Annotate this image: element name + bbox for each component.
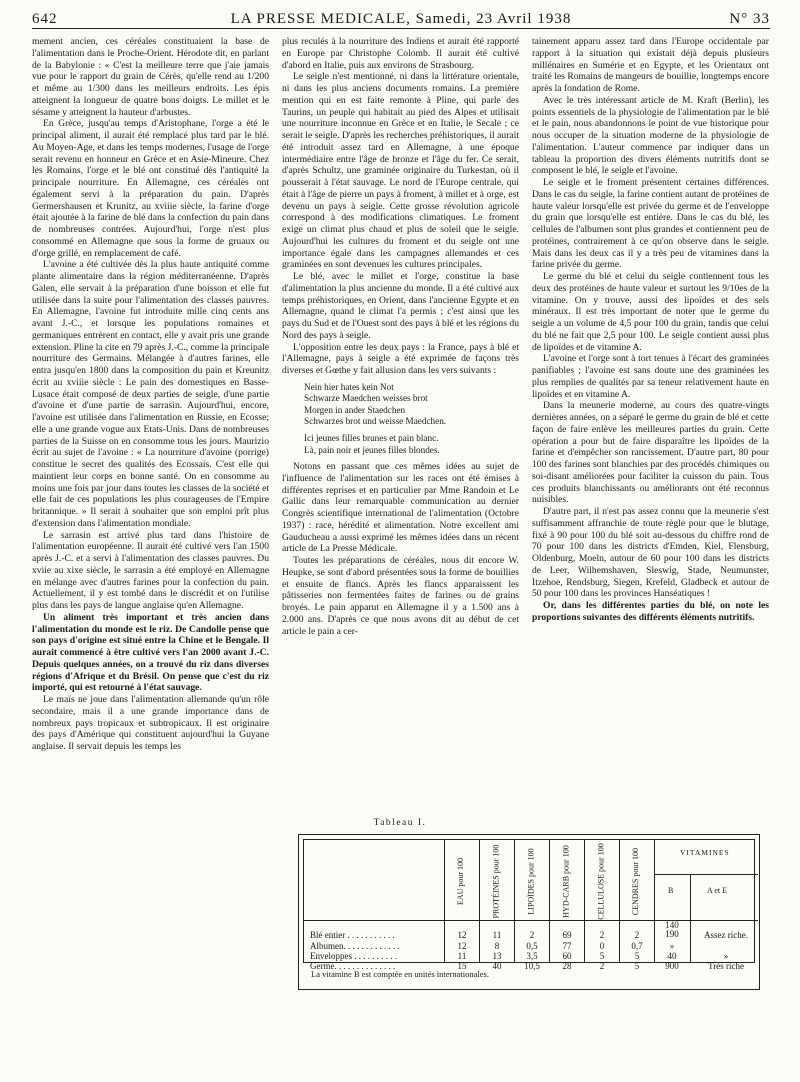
paragraph: Le maïs ne joue dans l'alimentation allemande qu'un rôle secondaire, mais il a une grande importance dans de nombreux pays tropicaux et subtropicaux. Il est originaire des pays d'Amérique qui constituent aujourd'hui la Guyane anglaise. Il servait depuis les temps les bbox=[32, 694, 269, 752]
paragraph: mement ancien, ces céréales constituaient la base de l'alimentation dans le Proche-Orient. Hérodote dit, en parlant de la Babylonie : « C'est la meilleure terre que j'aie jamais vue pour le rapport du grain de Cérès, qu'elle rend au 1/200 et même au 1/300 dans les meilleurs endroits. Les épis atteignent la longueur de quatre bons doigts. Le millet et le sésame y atteignent la hauteur d'arbustes. bbox=[32, 36, 269, 118]
table-column-rule bbox=[690, 874, 691, 962]
paragraph: En Grèce, jusqu'au temps d'Aristophane, l'orge a été le principal aliment, il aurait été remplacé plus tard par le blé. Au Moyen-Age, et dans les temps modernes, l'usage de l'orge serait revenu en honneur en Grèce et en Asie-Mineure. Chez les Romains, l'orge et le blé ont constitué dès l'antiquité la principale nourriture. En Allemagne, ces céréales ont également servi à la préparation du pain. D'après Germershausen et Krunitz, au xviiie siècle, la farine d'orge était ajoutée à la farine de blé dans la confection du pain dans de nombreuses contrées. Aujourd'hui, l'orge n'est plus consommé en Allemagne que sous la forme de gruaux ou d'orge grillé, en remplacement de café. bbox=[32, 118, 269, 259]
nutrient-table bbox=[298, 834, 760, 990]
paragraph: Le sarrasin est arrivé plus tard dans l'histoire de l'alimentation européenne. Il aurait été cultivé vers l'an 1500 après J.-C. et a servi à l'alimentation des classes pauvres. Du xviie au xixe siècle, le sarrasin a été employé en Allemagne en mélange avec d'autres farines pour la confection du pain. Actuellement, il y est tombé dans le discrédit et on l'utilise plus dans les pays de langue anglaise qu'en Allemagne. bbox=[32, 529, 269, 611]
column-header-label: CENDRES pour 100 bbox=[631, 847, 641, 915]
paragraph: Un aliment très important et très ancien dans l'alimentation du monde est le riz. De Candolle pense que son pays d'origine est situé entre la Chine et le Bengale. Il aurait commencé à être cultivé vers l'an 2000 avant J.-C. Depuis quelques années, on a trouvé du riz dans diverses régions d'Afrique et du Brésil. On pense que c'est du riz importé, qui est retourné à l'état sauvage. bbox=[32, 611, 269, 694]
table-column-header bbox=[444, 846, 478, 916]
page-header bbox=[32, 6, 770, 29]
table-cell: 77 bbox=[562, 941, 572, 951]
paragraph: Dans la meunerie moderne, au cours des quatre-vingts dernières années, on a séparé le germe du grain de blé et cette façon de faire enlève les meilleures parties du grain. Cette opération a pour but de faire disparaître les lipoïdes de la farine et d'empêcher son rancissement. D'autre part, 80 pour 100 des farines sont blanchies par des procédés chimiques ou soi-disant améliorées pour faciliter la cuisson du pain. Tous ces produits blanchissants ou améliorants ont été reconnus nuisibles. bbox=[532, 400, 769, 506]
table-cell: 2 bbox=[599, 961, 605, 971]
table-cell-vitamin-b: 140 bbox=[665, 920, 679, 930]
vitamins-header: VITAMINES bbox=[680, 848, 730, 857]
table-cell: 10,5 bbox=[524, 961, 540, 971]
table-cell: 8 bbox=[494, 941, 500, 951]
table-cell-vitamin-ae: » bbox=[723, 951, 729, 961]
column-header-label: PROTÉINES pour 100 bbox=[491, 844, 501, 918]
table-cell: 5 bbox=[634, 951, 640, 961]
table-cell: 5 bbox=[599, 951, 605, 961]
journal-title: LA PRESSE MEDICALE, Samedi, 23 Avril 1938 bbox=[230, 11, 572, 27]
vitamin-ae-header: A et E bbox=[707, 886, 727, 895]
table-cell-vitamin-ae: Très riche bbox=[708, 961, 744, 971]
verse-line: Là, pain noir et jeunes filles blondes. bbox=[304, 444, 440, 455]
table-cell-vitamin-b: 900 bbox=[665, 961, 679, 971]
verse-line: Schwarzes brot und weisse Maedchen. bbox=[304, 415, 447, 426]
table-cell: 11 bbox=[492, 930, 502, 940]
table-cell: 13 bbox=[492, 951, 502, 961]
paragraph: plus reculés à la nourriture des Indiens et aurait été rapporté en Europe par Christophe Colomb. Il aurait été cultivé d'abord en Italie, puis aux environs de Strasbourg. bbox=[282, 36, 519, 71]
table-column-header bbox=[549, 846, 583, 916]
table-cell: 60 bbox=[562, 951, 572, 961]
table-cell: 5 bbox=[634, 961, 640, 971]
table-cell-vitamin-b: 190 bbox=[665, 929, 679, 939]
table-cell: 3,5 bbox=[526, 951, 538, 961]
table-cell: 2 bbox=[529, 930, 535, 940]
table-rule bbox=[304, 920, 758, 921]
text-column-3 bbox=[532, 36, 769, 806]
paragraph: Le seigle et le froment présentent certaines différences. Dans le cas du seigle, la farine contient autant de protéines de haute valeur lorsqu'elle est privée du germe et de l'enveloppe du grain que lorsqu'elle est entière. Dans le cas du blé, les cellules de l'albumen sont plus grandes et contiennent peu de protéines, contrairement à ce qu'on observe dans le seigle. Mais dans les deux cas il y a très peu de vitamines dans la farine privée du germe. bbox=[532, 177, 769, 271]
verse-line: Morgen in ander Staedchen bbox=[304, 404, 406, 415]
text-column-2 bbox=[282, 36, 519, 806]
table-note: La vitamine B est comptée en unités internationales. bbox=[311, 969, 489, 979]
paragraph: L'avoine a été cultivée dès la plus haute antiquité comme plante alimentaire dans la région méditerranéenne. D'après Galen, elle servait à la préparation d'une boisson et elle fut utilisée dans la suite pour l'alimentation des classes pauvres. En Allemagne, l'avoine fut introduite mille cinq cents ans avant J.-C., et lorsque les populations romaines et germaniques entrèrent en contact, elle y avait pris une grande extension. Pline la cite en 79 après J.-C., comme la principale nourriture des Germains. Mélangée à d'autres farines, elle entra jusqu'en 1800 dans la composition du pain et Kreunitz écrit au xviiie siècle : Le pain des domestiques en Basse-Lusace était composé de deux parties de seigle, d'une partie d'avoine et d'une partie de sarrasin. Aujourd'hui, encore, l'avoine est utilisée dans l'alimentation en Russie, en Ecosse; elle a une grande vogue aux Etats-Unis. Dans de nombreuses parties de la Suisse on en consomme tous les jours. Maurizio écrit au sujet de l'avoine : « La nourriture d'avoine (porrige) constitue le secret des qualités des Ecossais. C'est elle qui maintient leur corps en bonne santé. On en consomme au moins une fois par jour dans toutes les classes de la société et elle fait de ces populations les plus courageuses de l'Empire britannique. » Il serait à souhaiter que son emploi prît plus d'extension dans l'alimentation mondiale. bbox=[32, 259, 269, 529]
verse-line: Nein hier hates kein Not bbox=[304, 381, 394, 392]
table-cell: 15 bbox=[457, 961, 467, 971]
table-cell: 12 bbox=[457, 930, 467, 940]
table-cell-vitamin-b: » bbox=[669, 941, 675, 951]
column-header-label: HYD-CARB pour 100 bbox=[561, 844, 571, 918]
paragraph: Le germe du blé et celui du seigle contiennent tous les deux des protéines de haute valeur et surtout les 9/10es de la vitamine. On y trouve, aussi des lipoïdes et des sels minéraux. Il est très important de noter que le germe du seigle a un volume de 4,5 pour 100 du grain, tandis que celui du blé ne fait que 2,5 pour 100. Le seigle contient aussi plus de lipoïdes et de vitamine A. bbox=[532, 271, 769, 353]
poem-verse bbox=[304, 382, 519, 456]
table-cell: 2 bbox=[599, 930, 605, 940]
paragraph: Or, dans les différentes parties du blé, on note les proportions suivantes des différents éléments nutritifs. bbox=[532, 600, 769, 623]
table-row-label: Albumen. . . . . . . . . . . . . bbox=[310, 941, 400, 951]
paragraph: Le blé, avec le millet et l'orge, constitue la base d'alimentation la plus ancienne du monde. Il a été cultivé aux temps préhistoriques, en Orient, dans l'ancienne Egypte et en Allemagne, quand le climat l'a permis ; c'est ainsi que les pays du Sud et de l'Ouest sont des pays à blé et les régions du Nord des pays à seigle. bbox=[282, 271, 519, 341]
table-cell: 69 bbox=[562, 930, 572, 940]
paragraph: D'autre part, il n'est pas assez connu que la meunerie s'est suffisamment affranchie de toute règle pour que le blutage, fixé à 90 pour 100 du blé soit au-dessous du chiffre rond de 70 pour 100 dans les districts d'Emden, Kiel, Flensburg, Oldenburg, Moeln, autour de 60 pour 100 dans les districts de Leer, Wilhemshaven, Sleswig, Stade, Neumunster, Itzehoe, Rendsburg, Siegen, Krefeld, Gladbeck et autour de 50 pour 100 dans les provinces Hanséatiques ! bbox=[532, 506, 769, 600]
table-cell: 0,7 bbox=[631, 941, 643, 951]
table-column-rule bbox=[654, 840, 655, 962]
issue-number: N° 33 bbox=[729, 11, 770, 27]
table-row-label: Germe. . . . . . . . . . . . . . bbox=[310, 961, 396, 971]
table-cell: 28 bbox=[562, 961, 572, 971]
column-header-label: CELLULOSE pour 100 bbox=[596, 842, 606, 920]
table-cell: 11 bbox=[457, 951, 467, 961]
paragraph: L'avoine et l'orge sont à tort tenues à l'écart des graminées panifiables ; l'avoine est sans doute une des graminées les plus remplies de qualités par sa teneur relativement haute en lipoïdes et en vitamine A. bbox=[532, 353, 769, 400]
verse-line: Ici jeunes filles brunes et pain blanc. bbox=[304, 433, 439, 444]
table-cell: 2 bbox=[634, 930, 640, 940]
table-cell-vitamin-ae: Assez riche. bbox=[704, 930, 748, 940]
paragraph: Toutes les préparations de céréales, nous dit encore W. Heupke, se sont d'abord présentées sous la forme de bouillies et ensuite de flancs. Après les flancs apparaissent les pâtisseries non fermentées faites de farines ou de grains broyés. Le pain apparut en Allemagne il y a 1.500 ans à 2.000 ans. D'après ce que nous avons dit au début de cet article le pain a cer- bbox=[282, 555, 519, 637]
table-cell-vitamin-b: 40 bbox=[667, 951, 677, 961]
table-caption: Tableau I. bbox=[373, 818, 427, 828]
table-grid bbox=[303, 839, 755, 971]
table-column-header bbox=[514, 846, 548, 916]
paragraph: L'opposition entre les deux pays : la France, pays à blé et l'Allemagne, pays à seigle a été exprimée de façons très diverses et Gœthe y fait allusion dans les vers suivants : bbox=[282, 341, 519, 376]
text-column-1 bbox=[32, 36, 269, 806]
table-cell: 40 bbox=[492, 961, 502, 971]
table-cell: 12 bbox=[457, 941, 467, 951]
table-cell: 0,5 bbox=[526, 941, 538, 951]
table-row-label: Blé entier . . . . . . . . . . . bbox=[310, 930, 395, 940]
table-column-header bbox=[479, 846, 513, 916]
verse-line: Schwarze Maedchen weisses brot bbox=[304, 393, 428, 404]
table-rule bbox=[654, 874, 758, 875]
paragraph: Avec le très intéressant article de M. Kraft (Berlin), les points essentiels de la physiologie de l'alimentation par le blé et le pain, nous abandonnons le point de vue historique pour nous occuper de la situation moderne de la physiologie de l'alimentation. L'auteur commence par indiquer dans un tableau la proportion des divers éléments nutritifs dont se composent le blé, le seigle et l'avoine. bbox=[532, 94, 769, 177]
table-column-header bbox=[619, 846, 653, 916]
table-row-label: Enveloppes . . . . . . . . . . bbox=[310, 951, 397, 961]
column-header-label: LIPOÏDES pour 100 bbox=[526, 847, 536, 915]
table-cell: 0 bbox=[599, 941, 605, 951]
column-header-label: EAU pour 100 bbox=[456, 857, 466, 905]
paragraph: tainement apparu assez tard dans l'Europe occidentale par rapport à la situation qui existait déjà depuis plusieurs millénaires en Sumérie et en Egypte, et les Orientaux ont traité les Romains de mangeurs de bouillie, longtemps encore après la fondation de Rome. bbox=[532, 36, 769, 94]
paragraph: Notons en passant que ces mêmes idées au sujet de l'influence de l'alimentation sur les races ont été émises à différentes reprises et en particulier par Mme Randoin et Le Gallic dans leur remarquable communication au dernier Congrès scientifique international de l'alimentation (Octobre 1937) : race, hérédité et alimentation. Notre excellent ami Gauducheau a aussi exprimé les mêmes idées dans un récent article de La Presse Médicale. bbox=[282, 461, 519, 555]
vitamin-b-header: B bbox=[668, 886, 674, 895]
table-column-header bbox=[584, 842, 618, 920]
paragraph: Le seigle n'est mentionné, ni dans la littérature orientale, ni dans les plus anciens documents romains. La première mention qui en est faite remonte à Pline, qui parle des Taurins, un peuple qui habitait au pied des Alpes et utilisait une nourriture inconnue en Grèce et en Italie, le Secale ; ce serait le seigle. D'après les recherches préhistoriques, il aurait été introduit assez tard en Allemagne, à une époque intermédiaire entre l'âge de bronze et l'âge du fer. Ce serait, d'après Schultz, une graminée originaire du Turkestan, où il pousserait à l'état sauvage. Le nord de l'Europe centrale, qui était à l'âge de pierre un pays à froment, à millet et à orge, est devenu un pays à seigle. Cette grosse révolution agricole correspond à des modifications climatiques. Le froment exige un climat plus chaud et plus de soleil que le seigle. Aujourd'hui les cultures du froment et du seigle ont une importance égale dans les campagnes allemandes et ces graminées en sont devenues les cultures principales. bbox=[282, 71, 519, 271]
page-number: 642 bbox=[32, 11, 58, 27]
